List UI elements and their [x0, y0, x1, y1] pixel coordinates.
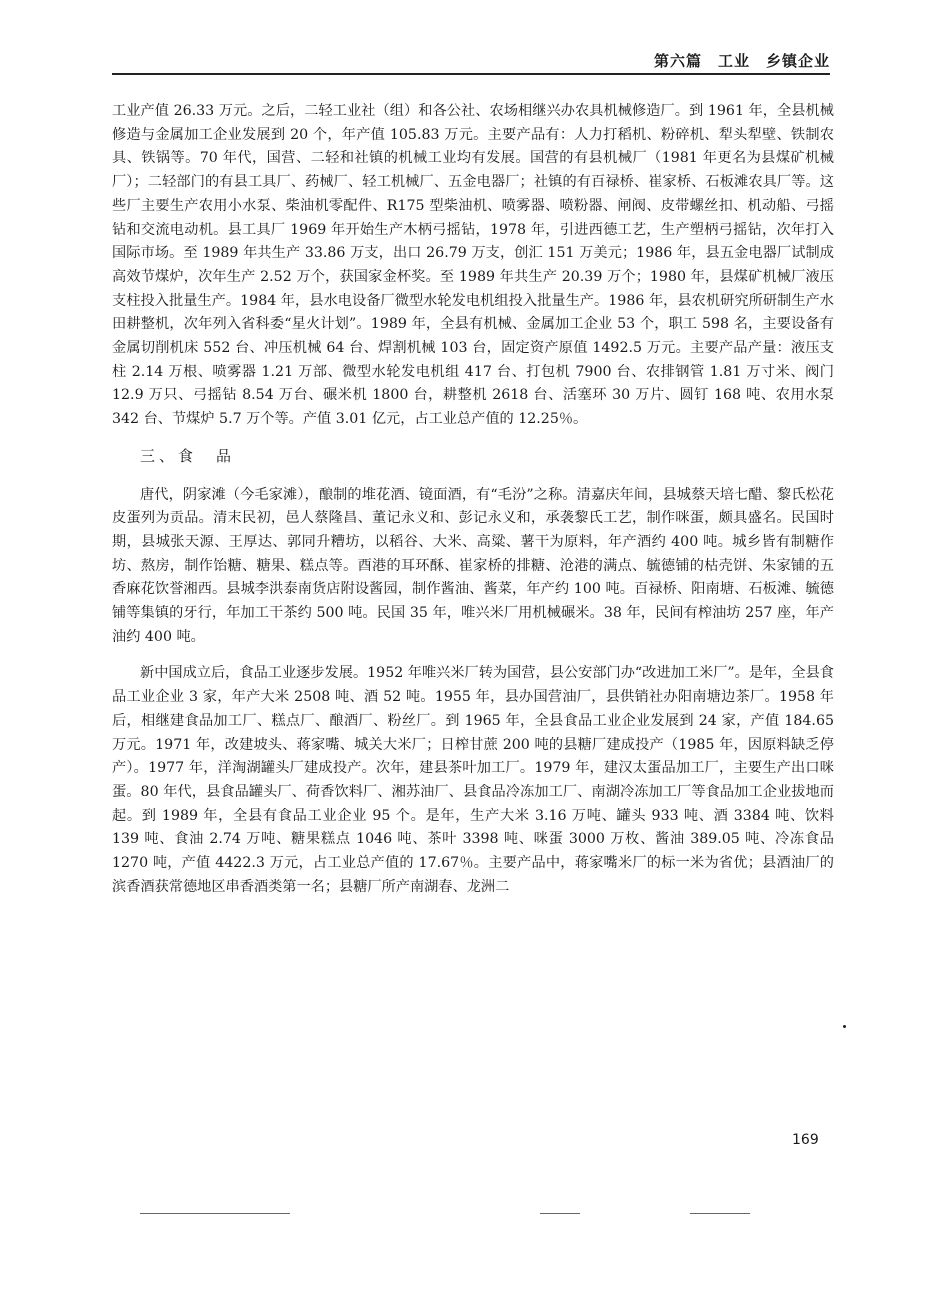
page-number: 169 [792, 1132, 819, 1148]
scan-artifact-line [140, 1213, 290, 1214]
header-rule [112, 73, 830, 75]
section-paragraph-2: 新中国成立后，食品工业逐步发展。1952 年唯兴米厂转为国营，县公安部门办“改进加工米厂”。是年，全县食品工业企业 3 家，年产大米 2508 吨、酒 52 吨。1955 年，县办国营油厂，县供销社办阳南塘边茶厂。1958 年后，相继建食品加工厂、糕点厂、酿酒厂、粉丝厂。到 1965 年，全县食品工业企业发展到 24 家，产值 184.65 万元。1971 年，改建坡头、蒋家嘴、城关大米厂；日榨甘蔗 200 吨的县糖厂建成投产（1985 年，因原料缺乏停产）。1977 年，洋淘湖罐头厂建成投产。次年，建县茶叶加工厂。1979 年，建汉太蛋品加工厂，主要生产出口咪蛋。80 年代，县食品罐头厂、荷香饮料厂、湘苏油厂、县食品冷冻加工厂、南湖冷冻加工厂等食品加工企业拔地而起。到 1989 年，全县有食品工业企业 95 个。是年，生产大米 3.16 万吨、罐头 933 吨、酒 3384 吨、饮料 139 吨、食油 2.74 万吨、糖果糕点 1046 吨、茶叶 3398 吨、咪蛋 3000 万枚、酱油 389.05 吨、冷冻食品 1270 吨，产值 4422.3 万元，占工业总产值的 17.67％。主要产品中，蒋家嘴米厂的标一米为省优；县酒油厂的滨香酒获常德地区串香酒类第一名；县糖厂所产南湖春、龙洲二 [112, 665, 834, 895]
scan-artifact-line [540, 1213, 580, 1214]
body-paragraph-1: 工业产值 26.33 万元。之后，二轻工业社（组）和各公社、农场相继兴办农具机械修造厂。到 1961 年，全县机械修造与金属加工企业发展到 20 个，年产值 105.83 万元。主要产品有：人力打稻机、粉碎机、犁头犁壁、铁制农具、铁锅等。70 年代，国营、二轻和社镇的机械工业均有发展。国营的有县机械厂（1981 年更名为县煤矿机械厂）；二轻部门的有县工具厂、药械厂、轻工机械厂、五金电器厂；社镇的有百禄桥、崔家桥、石板滩农具厂等。这些厂主要生产农用小水泵、柴油机零配件、R175 型柴油机、喷雾器、喷粉器、闸阀、皮带螺丝扣、机动船、弓摇钻和交流电动机。县工具厂 1969 年开始生产木柄弓摇钻，1978 年，引进西德工艺，生产塑柄弓摇钻，次年打入国际市场。至 1989 年共生产 33.86 万支，出口 26.79 万支，创汇 151 万美元；1986 年，县五金电器厂试制成高效节煤炉，次年生产 2.52 万个，获国家金杯奖。至 1989 年共生产 20.39 万个；1980 年，县煤矿机械厂液压支柱投入批量生产。1984 年，县水电设备厂微型水轮发电机组投入批量生产。1986 年，县农机研究所研制生产水田耕整机，次年列入省科委“星火计划”。1989 年，全县有机械、金属加工企业 53 个，职工 598 名，主要设备有金属切削机床 552 台、冲压机械 64 台、焊割机械 103 台，固定资产原值 1492.5 万元。主要产品产量：液压支柱 2.14 万根、喷雾器 1.21 万部、微型水轮发电机组 417 台、打包机 7900 台、农排钢管 1.81 万寸米、阀门 12.9 万只、弓摇钻 8.54 万台、碾米机 1800 台，耕整机 2618 台、活塞环 30 万片、圆钉 168 吨、农用水泵 342 台、节煤炉 5.7 万个等。产值 3.01 亿元，占工业总产值的 12.25％。 [112, 103, 834, 428]
running-header: 第六篇 工业 乡镇企业 [653, 52, 830, 70]
section-paragraph-1: 唐代，阴家滩（今毛家滩），酿制的堆花酒、镜面酒，有“毛汾”之称。清嘉庆年间，县城蔡天培七醋、黎氏松花皮蛋列为贡品。清末民初，邑人蔡隆昌、董记永义和、彭记永义和，承袭黎氏工艺，制作咪蛋，颇具盛名。民国时期，县城张天源、王厚达、郭同升糟坊，以稻谷、大米、高粱、薯干为原料，年产酒约 400 吨。城乡皆有制糖作坊、熬房，制作饴糖、糖果、糕点等。酉港的耳环酥、崔家桥的排糖、沧港的满点、毓德铺的枯壳饼、朱家铺的五香麻花饮誉湘西。县城李洪泰南货店附设酱园，制作酱油、酱菜，年产约 100 吨。百禄桥、阳南塘、石板滩、毓德铺等集镇的牙行，年加工干茶约 500 吨。民国 35 年，唯兴米厂用机械碾米。38 年，民间有榨油坊 257 座，年产油约 400 吨。 [112, 486, 834, 645]
section-heading: 三、食 品 [140, 446, 236, 465]
page-body [112, 100, 834, 913]
scan-artifact-line [690, 1213, 750, 1214]
scan-speck [843, 1025, 846, 1028]
